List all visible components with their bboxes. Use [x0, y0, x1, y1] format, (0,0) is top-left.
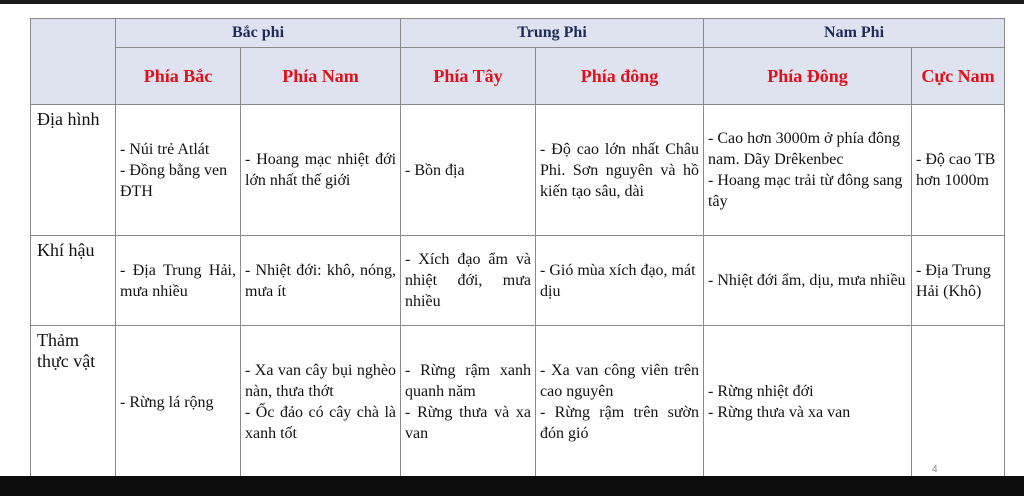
table-cell [241, 236, 401, 326]
cell-text: - Rừng nhiệt đới - Rừng thưa và xa van [708, 383, 851, 421]
table-cell [241, 326, 401, 479]
cell-text: - Xích đạo ẩm và nhiệt đới, mưa nhiều [405, 251, 532, 310]
subregion-header: Phía Tây [401, 48, 536, 105]
table-row [31, 326, 1005, 479]
cell-text: - Độ cao lớn nhất Châu Phi. Sơn nguyên và hồ kiến tạo sâu, dài [540, 140, 700, 200]
cell-text: - Núi trẻ Atlát - Đồng bằng ven ĐTH [120, 140, 228, 200]
cell-text: - Rừng rậm xanh quanh năm - Rừng thưa và xa van [405, 362, 532, 442]
subregion-header: Phía đông [536, 48, 704, 105]
region-bac-phi: Bắc phi [116, 19, 401, 48]
table-cell [912, 105, 1005, 236]
cell-text: - Địa Trung Hải, mưa nhiều [120, 261, 236, 300]
cell-text: - Nhiệt đới ẩm, dịu, mưa nhiều [708, 272, 906, 289]
subregion-header: Phía Nam [241, 48, 401, 105]
africa-regions-table [30, 18, 1005, 479]
subregion-header: Phía Đông [704, 48, 912, 105]
table-row [31, 236, 1005, 326]
table-cell [536, 326, 704, 479]
cell-text: - Gió mùa xích đạo, mát dịu [540, 261, 696, 300]
table-cell [241, 105, 401, 236]
table-cell [116, 236, 241, 326]
region-nam-phi: Nam Phi [704, 19, 1005, 48]
table-cell [536, 105, 704, 236]
table-cell [912, 236, 1005, 326]
cell-text: - Cao hơn 3000m ở phía đông nam. Dãy Drêkenbec - Hoang mạc trải từ đông sang tây [708, 130, 903, 210]
region-header-row [31, 19, 1005, 48]
table-cell [116, 326, 241, 479]
table-cell [116, 105, 241, 236]
cell-text: - Rừng lá rộng [120, 393, 214, 411]
top-border [0, 0, 1024, 4]
corner-cell [31, 19, 116, 105]
table-cell [401, 326, 536, 479]
table-cell [536, 236, 704, 326]
cell-text: - Địa Trung Hải (Khô) [916, 261, 991, 300]
table-cell [912, 326, 1005, 479]
cell-text: - Bồn địa [405, 161, 465, 179]
bottom-border [0, 476, 1024, 496]
table-cell [401, 236, 536, 326]
row-label: Địa hình [31, 105, 116, 236]
cell-text: - Xa van cây bụi nghèo nàn, thưa thớt - Ốc đảo có cây chà là xanh tốt [245, 362, 397, 442]
subregion-header-row [31, 48, 1005, 105]
row-label: Thảm thực vật [31, 326, 116, 479]
cell-text: - Độ cao TB hơn 1000m [916, 151, 996, 189]
row-label: Khí hậu [31, 236, 116, 326]
subregion-header: Phía Bắc [116, 48, 241, 105]
table-cell [704, 326, 912, 479]
subregion-header: Cực Nam [912, 48, 1005, 105]
page-number: 4 [932, 464, 938, 475]
table-row [31, 105, 1005, 236]
table-cell [704, 236, 912, 326]
cell-text: - Hoang mạc nhiệt đới lớn nhất thế giới [245, 151, 397, 189]
cell-text: - Xa van công viên trên cao nguyên - Rừng rậm trên sườn đón gió [540, 362, 700, 442]
cell-text: - Nhiệt đới: khô, nóng, mưa ít [245, 261, 397, 300]
table-cell [704, 105, 912, 236]
table-cell [401, 105, 536, 236]
region-trung-phi: Trung Phi [401, 19, 704, 48]
